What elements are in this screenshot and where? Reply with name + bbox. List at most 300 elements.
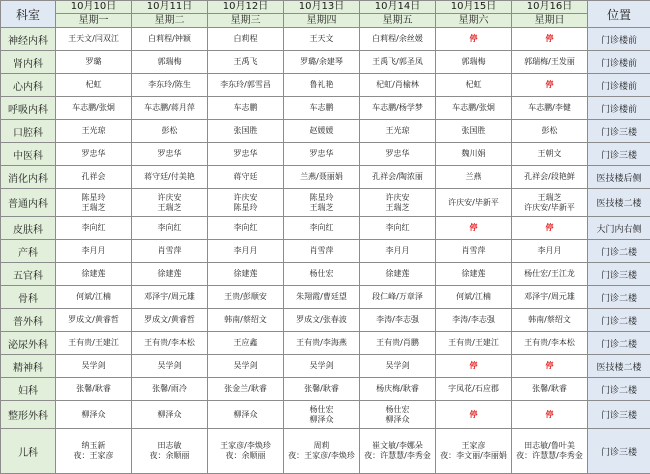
dept-cell: 泌尿外科 bbox=[1, 332, 56, 355]
doctor-name: 魏川娟 bbox=[436, 149, 511, 159]
doctor-name: 夜：王家彦/李焕珍 bbox=[284, 451, 359, 461]
doctor-cell bbox=[132, 97, 208, 120]
doctor-cell bbox=[132, 355, 208, 378]
doctor-cell bbox=[512, 28, 588, 51]
doctor-cell bbox=[208, 378, 284, 401]
doctor-cell bbox=[436, 263, 512, 286]
doctor-cell bbox=[284, 217, 360, 240]
doctor-cell bbox=[284, 97, 360, 120]
doctor-name: 停 bbox=[512, 223, 587, 233]
doctor-cell bbox=[436, 401, 512, 429]
doctor-cell bbox=[360, 51, 436, 74]
doctor-name: 杞虹/肖榆林 bbox=[360, 80, 435, 90]
doctor-name: 罗成文/张春波 bbox=[284, 315, 359, 325]
location-cell: 门诊二楼 bbox=[588, 240, 650, 263]
table-row bbox=[1, 332, 650, 355]
doctor-cell bbox=[436, 97, 512, 120]
table-row bbox=[1, 74, 650, 97]
doctor-cell bbox=[284, 429, 360, 474]
doctor-cell bbox=[512, 189, 588, 217]
doctor-cell bbox=[360, 166, 436, 189]
date-header: 10月11日 bbox=[132, 1, 208, 14]
dept-cell: 呼吸内科 bbox=[1, 97, 56, 120]
doctor-name: 停 bbox=[512, 80, 587, 90]
doctor-name: 停 bbox=[512, 410, 587, 420]
weekday-header: 星期日 bbox=[512, 14, 588, 28]
doctor-cell bbox=[512, 120, 588, 143]
table-row bbox=[1, 355, 650, 378]
dept-cell: 消化内科 bbox=[1, 166, 56, 189]
doctor-cell bbox=[56, 189, 132, 217]
doctor-cell bbox=[436, 286, 512, 309]
doctor-name: 王有贵/李本松 bbox=[132, 338, 207, 348]
dept-cell: 产科 bbox=[1, 240, 56, 263]
dept-cell: 心内科 bbox=[1, 74, 56, 97]
doctor-cell bbox=[56, 120, 132, 143]
doctor-cell bbox=[360, 217, 436, 240]
table-row bbox=[1, 189, 650, 217]
doctor-name: 肖雪萍 bbox=[132, 246, 207, 256]
doctor-cell bbox=[360, 120, 436, 143]
doctor-cell bbox=[56, 240, 132, 263]
doctor-name: 柳泽众 bbox=[284, 415, 359, 425]
doctor-name: 陈星玲 bbox=[208, 203, 283, 213]
doctor-cell bbox=[132, 217, 208, 240]
doctor-name: 车志鹏/李健 bbox=[512, 103, 587, 113]
doctor-name: 张馨/耿睿 bbox=[512, 384, 587, 394]
location-cell: 门诊二楼 bbox=[588, 378, 650, 401]
doctor-cell bbox=[360, 263, 436, 286]
doctor-cell bbox=[284, 401, 360, 429]
doctor-cell bbox=[284, 332, 360, 355]
location-cell: 门诊楼前 bbox=[588, 28, 650, 51]
doctor-name: 夜：王家彦 bbox=[56, 451, 131, 461]
doctor-cell bbox=[208, 429, 284, 474]
weekday-header: 星期三 bbox=[208, 14, 284, 28]
doctor-name: 张国胜 bbox=[436, 126, 511, 136]
dept-cell: 精神科 bbox=[1, 355, 56, 378]
doctor-cell bbox=[208, 51, 284, 74]
doctor-cell bbox=[56, 143, 132, 166]
doctor-name: 兰燕 bbox=[436, 172, 511, 182]
doctor-name: 崔文敏/李娜朵 bbox=[360, 441, 435, 451]
doctor-name: 王有贵/李本松 bbox=[512, 338, 587, 348]
doctor-name: 孔祥会 bbox=[56, 172, 131, 182]
doctor-name: 停 bbox=[436, 34, 511, 44]
doctor-cell bbox=[360, 97, 436, 120]
doctor-name: 王有贵/王建江 bbox=[56, 338, 131, 348]
doctor-cell bbox=[132, 28, 208, 51]
doctor-name: 陈星玲 bbox=[56, 193, 131, 203]
doctor-name: 徐建莲 bbox=[436, 269, 511, 279]
doctor-name: 郭瑞梅/王发丽 bbox=[512, 57, 587, 67]
doctor-name: 邓泽宇/周元雄 bbox=[132, 292, 207, 302]
location-cell: 门诊二楼 bbox=[588, 332, 650, 355]
table-row bbox=[1, 286, 650, 309]
doctor-name: 白莉程/钟颖 bbox=[132, 34, 207, 44]
doctor-name: 杨仕宏 bbox=[360, 405, 435, 415]
location-cell: 门诊三楼 bbox=[588, 401, 650, 429]
doctor-name: 张馨/雨冷 bbox=[132, 384, 207, 394]
doctor-cell bbox=[360, 286, 436, 309]
doctor-name: 吴学剑 bbox=[132, 361, 207, 371]
doctor-name: 停 bbox=[512, 34, 587, 44]
doctor-cell bbox=[208, 286, 284, 309]
doctor-cell bbox=[436, 74, 512, 97]
doctor-cell bbox=[208, 74, 284, 97]
doctor-cell bbox=[360, 28, 436, 51]
doctor-cell bbox=[436, 120, 512, 143]
doctor-name: 纳玉新 bbox=[56, 441, 131, 451]
doctor-cell bbox=[56, 355, 132, 378]
table-row bbox=[1, 51, 650, 74]
doctor-cell bbox=[132, 240, 208, 263]
doctor-cell bbox=[436, 143, 512, 166]
dept-cell: 肾内科 bbox=[1, 51, 56, 74]
doctor-cell bbox=[208, 166, 284, 189]
doctor-name: 罗璐 bbox=[56, 57, 131, 67]
doctor-name: 王瑞芝 bbox=[360, 203, 435, 213]
weekday-header: 星期五 bbox=[360, 14, 436, 28]
doctor-cell bbox=[360, 355, 436, 378]
doctor-cell bbox=[512, 263, 588, 286]
doctor-cell bbox=[512, 378, 588, 401]
doctor-cell bbox=[208, 401, 284, 429]
doctor-name: 夜：李文丽/李丽娟 bbox=[436, 451, 511, 461]
dept-header: 科室 bbox=[1, 1, 56, 28]
doctor-cell bbox=[436, 189, 512, 217]
table-row bbox=[1, 240, 650, 263]
location-cell: 门诊三楼 bbox=[588, 263, 650, 286]
doctor-name: 李向红 bbox=[284, 223, 359, 233]
doctor-name: 王瑞芝 bbox=[512, 193, 587, 203]
doctor-cell bbox=[512, 166, 588, 189]
doctor-name: 罗成文/黄睿哲 bbox=[56, 315, 131, 325]
doctor-cell bbox=[512, 97, 588, 120]
doctor-cell bbox=[56, 28, 132, 51]
dept-cell: 妇科 bbox=[1, 378, 56, 401]
doctor-name: 车志鹏 bbox=[208, 103, 283, 113]
doctor-name: 许庆安 bbox=[132, 193, 207, 203]
doctor-name: 停 bbox=[436, 410, 511, 420]
doctor-cell bbox=[56, 217, 132, 240]
doctor-name: 田志敏 bbox=[132, 441, 207, 451]
doctor-name: 田志敏/鲁叶美 bbox=[512, 441, 587, 451]
doctor-cell bbox=[56, 286, 132, 309]
doctor-name: 朱翔霞/曹廷望 bbox=[284, 292, 359, 302]
doctor-name: 王有贵/肖鹏 bbox=[360, 338, 435, 348]
doctor-name: 鲁礼艳 bbox=[284, 80, 359, 90]
doctor-cell bbox=[512, 240, 588, 263]
doctor-cell bbox=[56, 263, 132, 286]
doctor-cell bbox=[436, 28, 512, 51]
table-row bbox=[1, 166, 650, 189]
doctor-cell bbox=[360, 240, 436, 263]
doctor-cell bbox=[360, 332, 436, 355]
doctor-cell bbox=[284, 263, 360, 286]
doctor-name: 王瑞芝 bbox=[132, 203, 207, 213]
doctor-cell bbox=[436, 309, 512, 332]
date-header: 10月15日 bbox=[436, 1, 512, 14]
doctor-name: 蒋守廷 bbox=[208, 172, 283, 182]
doctor-name: 白莉程/余丝媛 bbox=[360, 34, 435, 44]
table-row bbox=[1, 97, 650, 120]
doctor-name: 罗忠华 bbox=[208, 149, 283, 159]
doctor-name: 白莉程 bbox=[208, 34, 283, 44]
location-cell: 大门内右侧 bbox=[588, 217, 650, 240]
doctor-cell bbox=[132, 51, 208, 74]
doctor-name: 王瑞芝 bbox=[56, 203, 131, 213]
schedule-body bbox=[1, 28, 650, 474]
doctor-cell bbox=[56, 309, 132, 332]
doctor-name: 许庆安/毕新平 bbox=[436, 198, 511, 208]
weekday-header: 星期四 bbox=[284, 14, 360, 28]
doctor-name: 孔祥会/陶浓丽 bbox=[360, 172, 435, 182]
location-cell: 门诊楼前 bbox=[588, 51, 650, 74]
doctor-name: 夜：余顺丽 bbox=[208, 451, 283, 461]
doctor-cell bbox=[132, 189, 208, 217]
date-header: 10月12日 bbox=[208, 1, 284, 14]
doctor-cell bbox=[56, 378, 132, 401]
doctor-name: 彭松 bbox=[132, 126, 207, 136]
table-row bbox=[1, 143, 650, 166]
doctor-name: 王朝文 bbox=[512, 149, 587, 159]
dept-cell: 口腔科 bbox=[1, 120, 56, 143]
doctor-name: 何斌/江楠 bbox=[56, 292, 131, 302]
doctor-name: 李涛/李志强 bbox=[360, 315, 435, 325]
doctor-name: 王禹飞 bbox=[208, 57, 283, 67]
table-row bbox=[1, 309, 650, 332]
doctor-name: 许庆安 bbox=[360, 193, 435, 203]
doctor-cell bbox=[132, 286, 208, 309]
date-header: 10月14日 bbox=[360, 1, 436, 14]
doctor-name: 陈星玲 bbox=[284, 193, 359, 203]
doctor-name: 李向红 bbox=[132, 223, 207, 233]
doctor-cell bbox=[284, 166, 360, 189]
doctor-name: 段仁峰/万章泽 bbox=[360, 292, 435, 302]
doctor-name: 车志鹏/张炯 bbox=[436, 103, 511, 113]
doctor-cell bbox=[56, 166, 132, 189]
doctor-cell bbox=[132, 120, 208, 143]
doctor-cell bbox=[208, 120, 284, 143]
doctor-name: 柳泽众 bbox=[208, 410, 283, 420]
doctor-name: 王家彦/李焕珍 bbox=[208, 441, 283, 451]
date-header: 10月16日 bbox=[512, 1, 588, 14]
doctor-cell bbox=[208, 97, 284, 120]
doctor-cell bbox=[56, 51, 132, 74]
doctor-name: 车志鹏/杨学梦 bbox=[360, 103, 435, 113]
doctor-name: 张国胜 bbox=[208, 126, 283, 136]
dept-cell: 五官科 bbox=[1, 263, 56, 286]
doctor-name: 车志鹏/张炯 bbox=[56, 103, 131, 113]
table-row bbox=[1, 263, 650, 286]
doctor-name: 吴学剑 bbox=[284, 361, 359, 371]
doctor-name: 肖雪萍 bbox=[436, 246, 511, 256]
doctor-name: 邓泽宇/周元雄 bbox=[512, 292, 587, 302]
doctor-name: 杨庆梅/耿睿 bbox=[360, 384, 435, 394]
doctor-name: 罗璐/余建琴 bbox=[284, 57, 359, 67]
doctor-cell bbox=[284, 143, 360, 166]
location-cell: 门诊三楼 bbox=[588, 143, 650, 166]
location-cell: 医技楼二楼 bbox=[588, 189, 650, 217]
doctor-name: 王瑞芝 bbox=[284, 203, 359, 213]
doctor-cell bbox=[512, 332, 588, 355]
weekday-header: 星期一 bbox=[56, 14, 132, 28]
doctor-name: 徐建莲 bbox=[132, 269, 207, 279]
doctor-name: 周莉 bbox=[284, 441, 359, 451]
doctor-name: 李向红 bbox=[360, 223, 435, 233]
doctor-name: 李月月 bbox=[56, 246, 131, 256]
location-cell: 门诊二楼 bbox=[588, 286, 650, 309]
doctor-name: 夜：许慧慧/李秀金 bbox=[360, 451, 435, 461]
doctor-cell bbox=[512, 51, 588, 74]
doctor-cell bbox=[512, 309, 588, 332]
doctor-name: 王光琼 bbox=[360, 126, 435, 136]
doctor-cell bbox=[284, 51, 360, 74]
doctor-name: 李月月 bbox=[512, 246, 587, 256]
location-header: 位置 bbox=[588, 1, 650, 28]
doctor-name: 李东玲/陈生 bbox=[132, 80, 207, 90]
doctor-name: 韩南/蔡绍文 bbox=[512, 315, 587, 325]
doctor-cell bbox=[56, 332, 132, 355]
doctor-cell bbox=[56, 74, 132, 97]
doctor-cell bbox=[360, 401, 436, 429]
doctor-name: 张金兰/耿睿 bbox=[208, 384, 283, 394]
doctor-cell bbox=[284, 355, 360, 378]
doctor-cell bbox=[436, 217, 512, 240]
doctor-cell bbox=[132, 332, 208, 355]
doctor-cell bbox=[512, 74, 588, 97]
doctor-name: 李月月 bbox=[360, 246, 435, 256]
doctor-cell bbox=[436, 240, 512, 263]
doctor-cell bbox=[132, 143, 208, 166]
doctor-name: 张馨/耿睿 bbox=[284, 384, 359, 394]
doctor-name: 王禹飞/郭圣凤 bbox=[360, 57, 435, 67]
dept-cell: 骨科 bbox=[1, 286, 56, 309]
doctor-name: 许庆安/毕新平 bbox=[512, 203, 587, 213]
doctor-cell bbox=[132, 309, 208, 332]
location-cell: 医技楼二楼 bbox=[588, 355, 650, 378]
doctor-name: 杨仕宏 bbox=[284, 269, 359, 279]
doctor-cell bbox=[132, 166, 208, 189]
doctor-name: 郭瑞梅 bbox=[132, 57, 207, 67]
doctor-name: 王贵/彭顺安 bbox=[208, 292, 283, 302]
doctor-name: 字凤花/石应郡 bbox=[436, 384, 511, 394]
doctor-name: 赵媛媛 bbox=[284, 126, 359, 136]
doctor-name: 王应鑫 bbox=[208, 338, 283, 348]
doctor-name: 李东玲/郭雪昌 bbox=[208, 80, 283, 90]
doctor-name: 徐建莲 bbox=[208, 269, 283, 279]
doctor-cell bbox=[512, 401, 588, 429]
dept-cell: 普通内科 bbox=[1, 189, 56, 217]
doctor-cell bbox=[512, 286, 588, 309]
doctor-cell bbox=[436, 355, 512, 378]
doctor-cell bbox=[436, 332, 512, 355]
doctor-name: 李向红 bbox=[208, 223, 283, 233]
doctor-name: 停 bbox=[436, 361, 511, 371]
location-cell: 门诊楼前 bbox=[588, 74, 650, 97]
doctor-cell bbox=[132, 429, 208, 474]
doctor-name: 柳泽众 bbox=[56, 410, 131, 420]
location-cell: 医技楼后侧 bbox=[588, 166, 650, 189]
doctor-cell bbox=[436, 378, 512, 401]
doctor-cell bbox=[208, 143, 284, 166]
doctor-name: 彭松 bbox=[512, 126, 587, 136]
doctor-name: 孔祥会/段艳鲜 bbox=[512, 172, 587, 182]
doctor-cell bbox=[132, 401, 208, 429]
doctor-cell bbox=[284, 28, 360, 51]
doctor-cell bbox=[208, 355, 284, 378]
doctor-cell bbox=[56, 97, 132, 120]
doctor-name: 柳泽众 bbox=[360, 415, 435, 425]
table-row bbox=[1, 401, 650, 429]
doctor-cell bbox=[132, 263, 208, 286]
doctor-name: 杨仕宏 bbox=[284, 405, 359, 415]
doctor-name: 何斌/江楠 bbox=[436, 292, 511, 302]
doctor-name: 杞虹 bbox=[56, 80, 131, 90]
doctor-name: 王光琼 bbox=[56, 126, 131, 136]
doctor-name: 郭瑞梅 bbox=[436, 57, 511, 67]
doctor-cell bbox=[436, 166, 512, 189]
doctor-name: 肖雪萍 bbox=[284, 246, 359, 256]
table-row bbox=[1, 378, 650, 401]
doctor-name: 吴学剑 bbox=[360, 361, 435, 371]
doctor-name: 罗忠华 bbox=[284, 149, 359, 159]
doctor-name: 夜：余顺丽 bbox=[132, 451, 207, 461]
doctor-name: 兰燕/聂丽娟 bbox=[284, 172, 359, 182]
doctor-cell bbox=[284, 286, 360, 309]
location-cell: 门诊二楼 bbox=[588, 309, 650, 332]
weekday-header: 星期六 bbox=[436, 14, 512, 28]
doctor-cell bbox=[436, 429, 512, 474]
table-row bbox=[1, 28, 650, 51]
table-row bbox=[1, 217, 650, 240]
doctor-name: 韩南/蔡绍文 bbox=[208, 315, 283, 325]
doctor-name: 车志鹏 bbox=[284, 103, 359, 113]
doctor-name: 车志鹏/蒋月萍 bbox=[132, 103, 207, 113]
dept-cell: 中医科 bbox=[1, 143, 56, 166]
weekday-header: 星期二 bbox=[132, 14, 208, 28]
doctor-cell bbox=[132, 74, 208, 97]
doctor-name: 杨仕宏/王江龙 bbox=[512, 269, 587, 279]
doctor-cell bbox=[284, 74, 360, 97]
doctor-name: 吴学剑 bbox=[56, 361, 131, 371]
doctor-name: 许庆安 bbox=[208, 193, 283, 203]
table-row bbox=[1, 120, 650, 143]
location-cell: 门诊三楼 bbox=[588, 120, 650, 143]
doctor-cell bbox=[512, 429, 588, 474]
doctor-cell bbox=[360, 309, 436, 332]
doctor-cell bbox=[56, 429, 132, 474]
doctor-cell bbox=[360, 74, 436, 97]
doctor-name: 停 bbox=[512, 361, 587, 371]
table-row bbox=[1, 429, 650, 474]
doctor-name: 张馨/耿睿 bbox=[56, 384, 131, 394]
doctor-cell bbox=[132, 378, 208, 401]
doctor-cell bbox=[284, 189, 360, 217]
dept-cell: 普外科 bbox=[1, 309, 56, 332]
doctor-name: 罗忠华 bbox=[132, 149, 207, 159]
doctor-cell bbox=[284, 240, 360, 263]
doctor-cell bbox=[208, 263, 284, 286]
doctor-name: 王有贵/王建江 bbox=[436, 338, 511, 348]
doctor-name: 柳泽众 bbox=[132, 410, 207, 420]
doctor-cell bbox=[284, 378, 360, 401]
doctor-name: 王天文/闫双江 bbox=[56, 34, 131, 44]
doctor-cell bbox=[360, 378, 436, 401]
dept-cell: 整形外科 bbox=[1, 401, 56, 429]
doctor-name: 蒋守廷/付美艳 bbox=[132, 172, 207, 182]
